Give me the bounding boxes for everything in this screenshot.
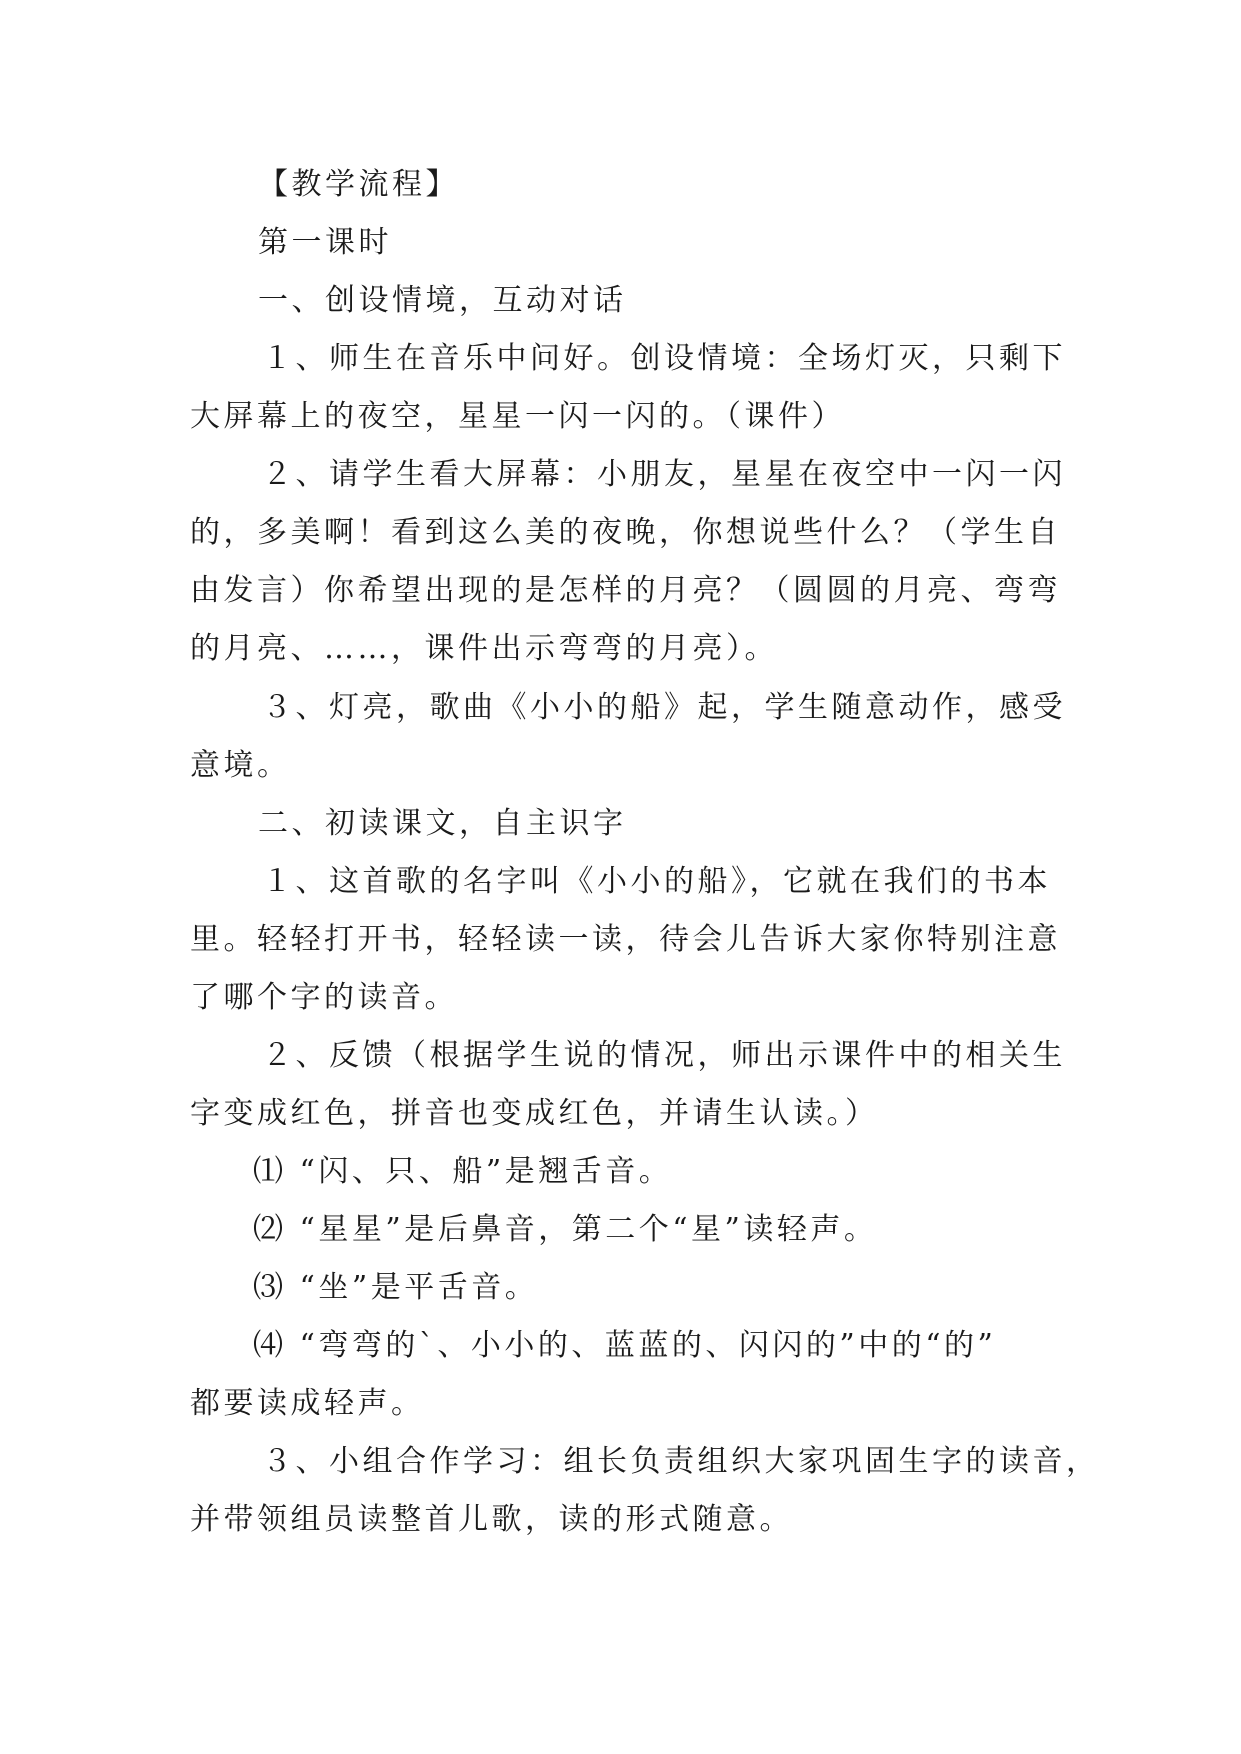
step-heading-2: 二、初读课文，自主识字 <box>258 806 627 841</box>
paragraph-line: 都要读成轻声。 <box>190 1386 425 1421</box>
paragraph-line: ３、灯亮，歌曲《小小的船》起，学生随意动作，感受 <box>262 690 1066 725</box>
list-item: ⑵ “星星”是后鼻音，第二个“星”读轻声。 <box>253 1212 878 1247</box>
paragraph-line: ２、反馈（根据学生说的情况，师出示课件中的相关生 <box>262 1038 1066 1073</box>
paragraph-line: 的月亮、……，课件出示弯弯的月亮）。 <box>190 631 778 666</box>
list-item: ⑷ “弯弯的`、小小的、蓝蓝的、闪闪的”中的“的” <box>253 1328 997 1363</box>
paragraph-line: 里。轻轻打开书，轻轻读一读，待会儿告诉大家你特别注意 <box>190 922 1061 957</box>
paragraph-line: ３、小组合作学习：组长负责组织大家巩固生字的读音， <box>262 1444 1100 1479</box>
paragraph-line: １、师生在音乐中问好。创设情境：全场灯灭，只剩下 <box>262 341 1066 376</box>
paragraph-line: 的，多美啊！看到这么美的夜晚，你想说些什么？（学生自 <box>190 515 1061 550</box>
paragraph-line: 大屏幕上的夜空，星星一闪一闪的。（课件） <box>190 399 845 434</box>
paragraph-line: 并带领组员读整首儿歌，读的形式随意。 <box>190 1502 793 1537</box>
list-item: ⑶ “坐”是平舌音。 <box>253 1270 539 1305</box>
paragraph-line: 了哪个字的读音。 <box>190 980 458 1015</box>
paragraph-line: 由发言）你希望出现的是怎样的月亮？（圆圆的月亮、弯弯 <box>190 573 1061 608</box>
step-heading-1: 一、创设情境，互动对话 <box>258 283 627 318</box>
lesson-heading-first-period: 第一课时 <box>258 225 392 260</box>
paragraph-line: 意境。 <box>190 748 291 783</box>
list-item: ⑴ “闪、只、船”是翘舌音。 <box>253 1154 673 1189</box>
paragraph-line: １、这首歌的名字叫《小小的船》，它就在我们的书本 <box>262 864 1051 899</box>
section-heading-teaching-process: 【教学流程】 <box>258 167 459 202</box>
paragraph-line: 字变成红色，拼音也变成红色，并请生认读。） <box>190 1096 879 1131</box>
paragraph-line: ２、请学生看大屏幕：小朋友，星星在夜空中一闪一闪 <box>262 457 1066 492</box>
